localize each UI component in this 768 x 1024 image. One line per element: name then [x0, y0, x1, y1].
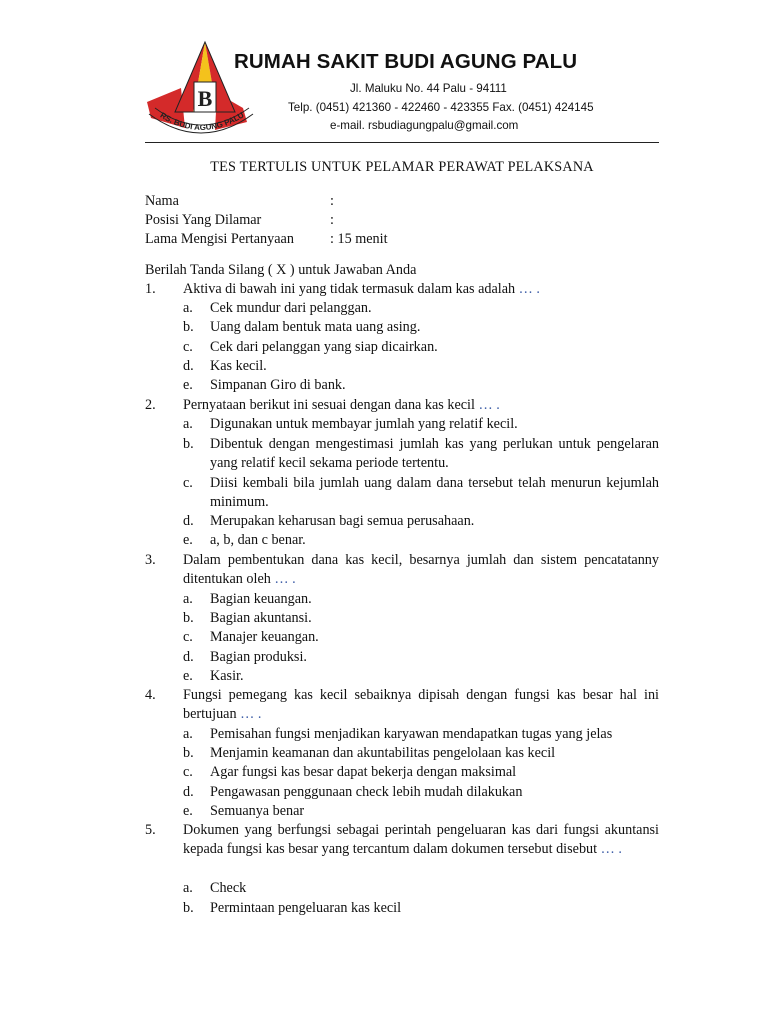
option-letter: b.	[183, 745, 194, 761]
answer-blank: … .	[600, 841, 622, 858]
option-text: a, b, dan c benar.	[210, 532, 306, 548]
option-letter: d.	[183, 358, 194, 374]
option-text: Kasir.	[210, 668, 244, 684]
question-text: Aktiva di bawah ini yang tidak termasuk dalam kas adalah … .	[183, 281, 540, 297]
hospital-phone: Telp. (0451) 421360 - 422460 - 423355 Fax. (0451) 424145	[288, 101, 594, 114]
option-letter: b.	[183, 436, 194, 452]
option-letter: b.	[183, 319, 194, 335]
answer-blank: … .	[240, 706, 262, 723]
option-text: Bagian akuntansi.	[210, 610, 312, 626]
option-letter: c.	[183, 339, 193, 355]
option-text: Uang dalam bentuk mata uang asing.	[210, 319, 421, 335]
option-letter: b.	[183, 610, 194, 626]
option-text: Check	[210, 880, 247, 896]
question-number: 2.	[145, 397, 156, 413]
question-number: 4.	[145, 687, 156, 703]
option-text: Merupakan keharusan bagi semua perusahaan.	[210, 513, 475, 529]
document-title: TES TERTULIS UNTUK PELAMAR PERAWAT PELAKSANA	[210, 159, 594, 175]
option-letter: d.	[183, 649, 194, 665]
answer-blank: … .	[478, 397, 500, 413]
field-value-duration: : 15 menit	[330, 231, 388, 247]
option-text: Pengawasan penggunaan check lebih mudah dilakukan	[210, 784, 523, 800]
question-text: Fungsi pemegang kas kecil sebaiknya dipisah dengan fungsi kas besar hal ini bertujuan … .	[183, 687, 659, 723]
question-number: 5.	[145, 822, 156, 838]
question-number: 3.	[145, 552, 156, 568]
option-letter: a.	[183, 591, 193, 607]
header-divider	[145, 142, 659, 143]
field-label-name: Nama	[145, 193, 179, 209]
option-text: Kas kecil.	[210, 358, 267, 374]
option-text: Bagian keuangan.	[210, 591, 312, 607]
option-letter: c.	[183, 475, 193, 491]
option-text: Bagian produksi.	[210, 649, 307, 665]
option-letter: e.	[183, 803, 193, 819]
option-text: Permintaan pengeluaran kas kecil	[210, 900, 402, 916]
field-label-duration: Lama Mengisi Pertanyaan	[145, 231, 294, 247]
option-letter: e.	[183, 532, 193, 548]
option-text: Cek dari pelanggan yang siap dicairkan.	[210, 339, 438, 355]
option-text: Simpanan Giro di bank.	[210, 377, 346, 393]
question-text: Dokumen yang berfungsi sebagai perintah pengeluaran kas dari fungsi akuntansi kepada fungsi kas besar yang tercantum dalam dokumen tersebut disebut … .	[183, 822, 659, 858]
option-letter: c.	[183, 629, 193, 645]
option-text: Semuanya benar	[210, 803, 305, 819]
option-text: Pemisahan fungsi menjadikan karyawan mendapatkan tugas yang jelas	[210, 726, 613, 742]
hospital-name: RUMAH SAKIT BUDI AGUNG PALU	[234, 50, 578, 73]
option-letter: c.	[183, 764, 193, 780]
question-text: Pernyataan berikut ini sesuai dengan dana kas kecil … .	[183, 397, 500, 413]
option-text: Digunakan untuk membayar jumlah yang relatif kecil.	[210, 416, 518, 432]
hospital-email: e-mail. rsbudiagungpalu@gmail.com	[330, 119, 519, 132]
instruction: Berilah Tanda Silang ( X ) untuk Jawaban Anda	[145, 262, 417, 278]
field-value-name: :	[330, 193, 334, 209]
field-label-position: Posisi Yang Dilamar	[145, 212, 262, 228]
hospital-address: Jl. Maluku No. 44 Palu - 94111	[350, 82, 507, 95]
option-letter: d.	[183, 784, 194, 800]
option-text: Cek mundur dari pelanggan.	[210, 300, 372, 316]
answer-blank: … .	[274, 571, 296, 588]
option-letter: a.	[183, 416, 193, 432]
question-number: 1.	[145, 281, 156, 297]
option-letter: a.	[183, 880, 193, 896]
option-text: Agar fungsi kas besar dapat bekerja dengan maksimal	[210, 764, 517, 780]
answer-blank: … .	[518, 281, 540, 297]
question-text: Dalam pembentukan dana kas kecil, besarnya jumlah dan sistem pencatatanny ditentukan oleh … .	[183, 552, 659, 588]
option-text: Manajer keuangan.	[210, 629, 319, 645]
option-letter: d.	[183, 513, 194, 529]
option-letter: a.	[183, 300, 193, 316]
option-text: Menjamin keamanan dan akuntabilitas pengelolaan kas kecil	[210, 745, 556, 761]
option-text: Dibentuk dengan mengestimasi jumlah kas yang perlukan untuk pengelaran yang relatif kecil sekama periode tertentu.	[210, 436, 659, 472]
option-letter: a.	[183, 726, 193, 742]
logo-letter: B	[197, 86, 213, 111]
field-value-position: :	[330, 212, 334, 228]
letterhead	[145, 38, 660, 144]
option-letter: b.	[183, 900, 194, 916]
logo-text: RS. BUDI AGUNG PALU	[158, 110, 246, 133]
option-letter: e.	[183, 668, 193, 684]
option-letter: e.	[183, 377, 193, 393]
option-text: Diisi kembali bila jumlah uang dalam dana tersebut telah menurun kejumlah minimum.	[210, 475, 659, 511]
